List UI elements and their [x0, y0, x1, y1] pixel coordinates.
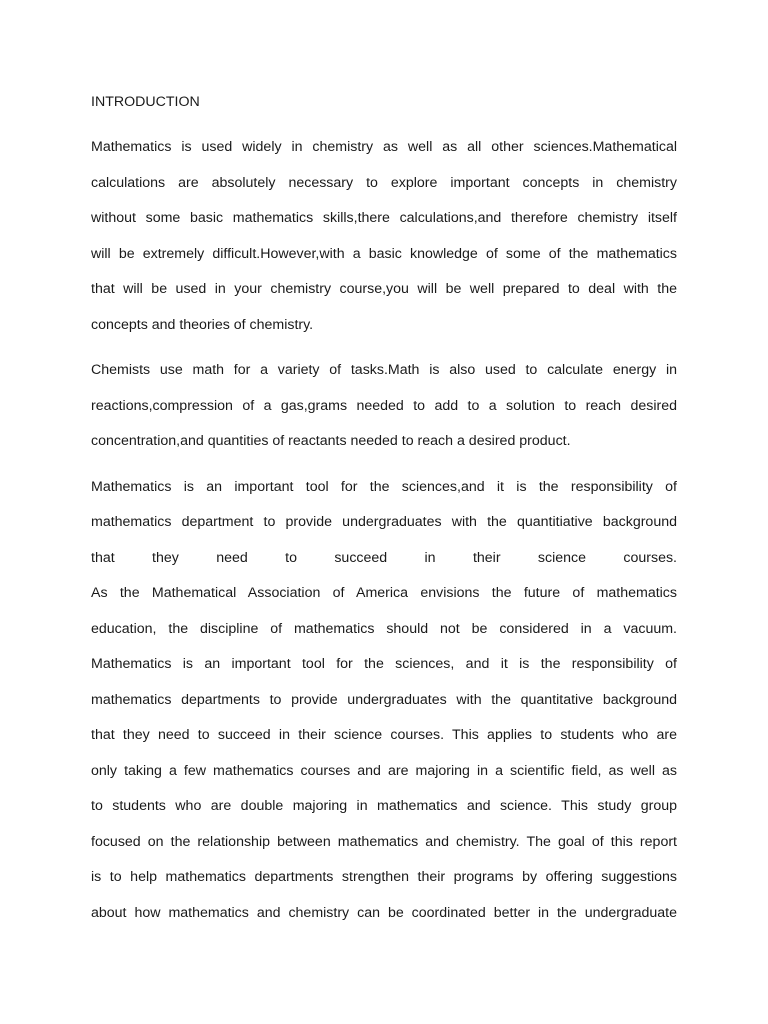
- text-line: concentration,and quantities of reactants needed to reach a desired product.: [91, 433, 571, 449]
- paragraph-2: [91, 353, 677, 460]
- text-line: education, the discipline of mathematics should not be considered in a vacuum.: [91, 620, 677, 637]
- text-line: will be extremely difficult.However,with a basic knowledge of some of the mathematics: [91, 245, 677, 262]
- text-line: mathematics department to provide undergraduates with the quantitiative background: [91, 514, 677, 530]
- text-line: Mathematics is used widely in chemistry as well as all other sciences.Mathematical: [91, 139, 677, 155]
- text-line: is to help mathematics departments strengthen their programs by offering suggestions: [91, 869, 677, 885]
- text-line: As the Mathematical Association of America envisions the future of mathematics: [91, 585, 677, 601]
- text-line: mathematics departments to provide undergraduates with the quantitative background: [91, 691, 677, 708]
- text-line: that they need to succeed in their science courses. This applies to students who are: [91, 727, 677, 743]
- text-line: only taking a few mathematics courses and are majoring in a scientific field, as well as: [91, 762, 677, 779]
- text-line: calculations are absolutely necessary to explore important concepts in chemistry: [91, 174, 677, 191]
- text-line: Mathematics is an important tool for the sciences,and it is the responsibility of: [91, 478, 677, 495]
- text-line: that they need to succeed in their science courses.: [91, 549, 677, 566]
- text-line: to students who are double majoring in mathematics and science. This study group: [91, 798, 677, 814]
- text-line: without some basic mathematics skills,there calculations,and therefore chemistry itself: [91, 210, 677, 226]
- text-line: that will be used in your chemistry course,you will be well prepared to deal with the: [91, 281, 677, 297]
- text-line: concepts and theories of chemistry.: [91, 316, 314, 333]
- text-line: reactions,compression of a gas,grams needed to add to a solution to reach desired: [91, 397, 677, 414]
- paragraph-1: [91, 130, 677, 343]
- document-body: [91, 92, 677, 931]
- text-line: Chemists use math for a variety of tasks.Math is also used to calculate energy in: [91, 362, 677, 378]
- text-line: about how mathematics and chemistry can be coordinated better in the undergraduate: [91, 904, 677, 921]
- text-line: Mathematics is an important tool for the sciences, and it is the responsibility of: [91, 656, 677, 672]
- paragraph-3: [91, 470, 677, 932]
- text-line: focused on the relationship between mathematics and chemistry. The goal of this report: [91, 833, 677, 850]
- section-heading: INTRODUCTION: [91, 94, 200, 110]
